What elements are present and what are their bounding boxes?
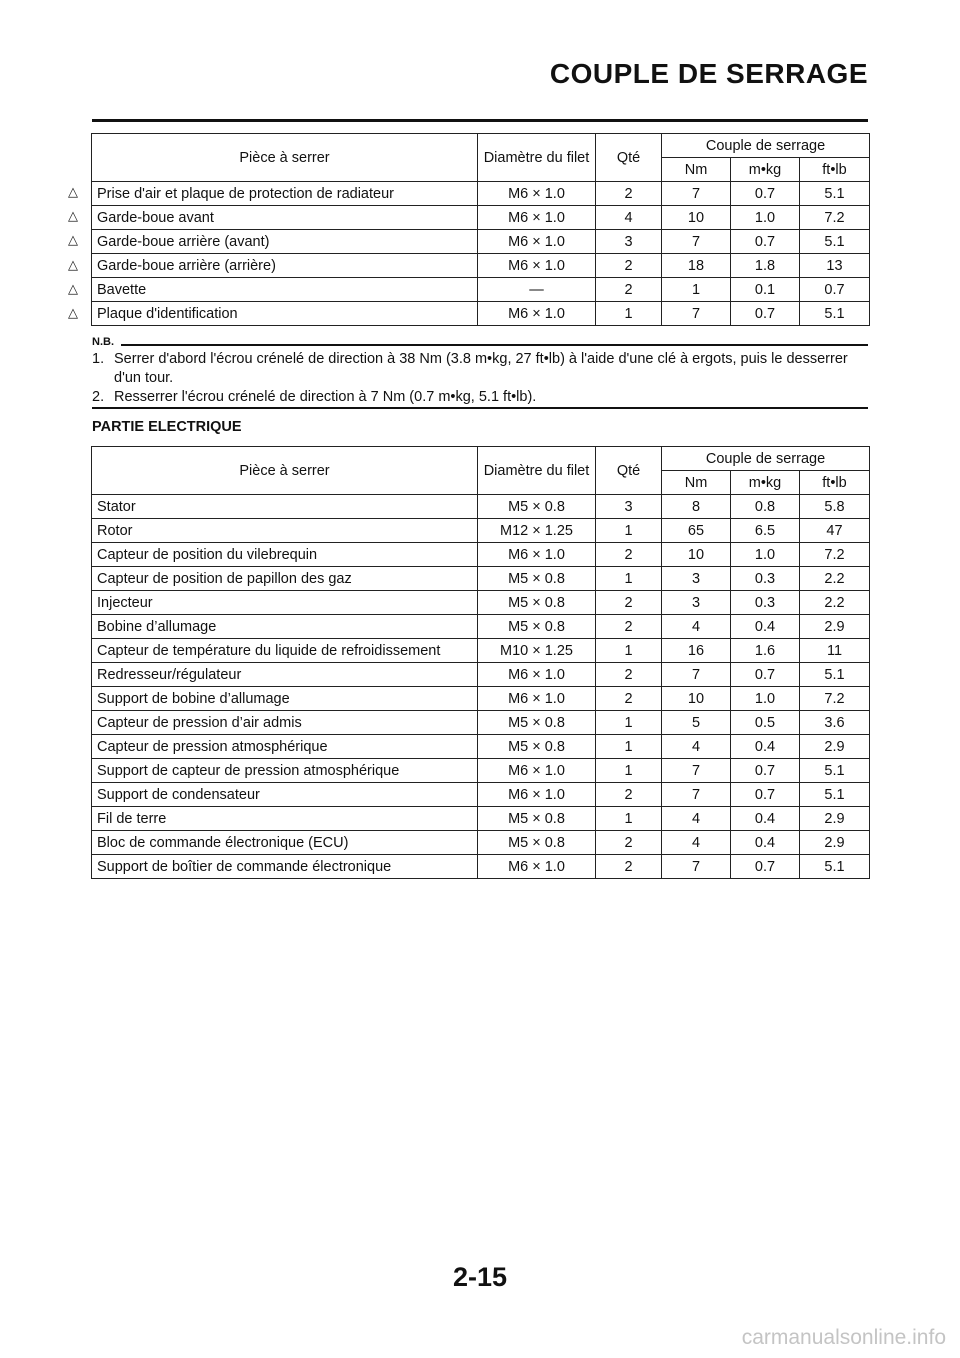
triangle-marker-icon: △ <box>68 305 78 320</box>
cell-thread: M6 × 1.0 <box>478 759 596 783</box>
cell-thread: M6 × 1.0 <box>478 687 596 711</box>
cell-part: Support de bobine d’allumage <box>92 687 478 711</box>
cell-nm: 7 <box>662 783 731 807</box>
cell-qty: 2 <box>596 278 662 302</box>
table-row <box>92 783 870 807</box>
triangle-marker-icon: △ <box>68 184 78 199</box>
table-row <box>92 639 870 663</box>
cell-thread: M5 × 0.8 <box>478 567 596 591</box>
header-mkg: m•kg <box>731 158 800 182</box>
header-mkg: m•kg <box>731 471 800 495</box>
cell-ftlb: 7.2 <box>800 206 870 230</box>
cell-ftlb: 3.6 <box>800 711 870 735</box>
cell-nm: 3 <box>662 591 731 615</box>
cell-ftlb: 5.1 <box>800 182 870 206</box>
header-nm: Nm <box>662 158 731 182</box>
cell-qty: 2 <box>596 591 662 615</box>
cell-qty: 1 <box>596 735 662 759</box>
cell-qty: 1 <box>596 519 662 543</box>
cell-qty: 1 <box>596 711 662 735</box>
cell-qty: 4 <box>596 206 662 230</box>
cell-qty: 3 <box>596 230 662 254</box>
cell-thread: M6 × 1.0 <box>478 230 596 254</box>
cell-ftlb: 5.1 <box>800 759 870 783</box>
cell-part: Capteur de position du vilebrequin <box>92 543 478 567</box>
cell-nm: 10 <box>662 543 731 567</box>
cell-ftlb: 5.1 <box>800 663 870 687</box>
cell-part: Support de condensateur <box>92 783 478 807</box>
cell-mkg: 0.5 <box>731 711 800 735</box>
note-item-number: 2. <box>92 389 105 405</box>
cell-nm: 7 <box>662 663 731 687</box>
header-part: Pièce à serrer <box>92 447 478 495</box>
table-row <box>92 230 870 254</box>
cell-part: Plaque d'identification <box>92 302 478 326</box>
header-thread: Diamètre du filet <box>478 134 596 182</box>
table-row <box>92 206 870 230</box>
cell-nm: 4 <box>662 615 731 639</box>
cell-nm: 10 <box>662 206 731 230</box>
cell-qty: 2 <box>596 855 662 879</box>
cell-ftlb: 5.1 <box>800 783 870 807</box>
cell-nm: 4 <box>662 807 731 831</box>
cell-mkg: 0.7 <box>731 230 800 254</box>
cell-qty: 2 <box>596 687 662 711</box>
cell-mkg: 0.8 <box>731 495 800 519</box>
cell-qty: 1 <box>596 759 662 783</box>
cell-mkg: 0.7 <box>731 663 800 687</box>
triangle-marker-icon: △ <box>68 208 78 224</box>
cell-mkg: 0.3 <box>731 567 800 591</box>
table-row <box>92 278 870 302</box>
cell-part: Garde-boue avant <box>92 206 478 230</box>
cell-nm: 18 <box>662 254 731 278</box>
cell-qty: 2 <box>596 783 662 807</box>
table-row <box>92 663 870 687</box>
cell-nm: 7 <box>662 759 731 783</box>
cell-ftlb: 13 <box>800 254 870 278</box>
cell-mkg: 0.4 <box>731 831 800 855</box>
cell-part: Bloc de commande électronique (ECU) <box>92 831 478 855</box>
cell-ftlb: 11 <box>800 639 870 663</box>
watermark: carmanualsonline.info <box>741 1326 946 1349</box>
note-item-number: 1. <box>92 351 105 367</box>
note-list <box>92 350 868 407</box>
cell-part: Bobine d’allumage <box>92 615 478 639</box>
cell-ftlb: 7.2 <box>800 543 870 567</box>
cell-mkg: 0.4 <box>731 807 800 831</box>
cell-part: Support de capteur de pression atmosphérique <box>92 759 478 783</box>
table-row <box>92 495 870 519</box>
cell-thread: M6 × 1.0 <box>478 302 596 326</box>
table-row <box>92 591 870 615</box>
cell-part: Redresseur/régulateur <box>92 663 478 687</box>
cell-part: Prise d'air et plaque de protection de radiateur <box>92 182 478 206</box>
cell-part: Rotor <box>92 519 478 543</box>
cell-ftlb: 5.1 <box>800 302 870 326</box>
cell-qty: 2 <box>596 615 662 639</box>
cell-nm: 16 <box>662 639 731 663</box>
table-row <box>92 182 870 206</box>
cell-part: Stator <box>92 495 478 519</box>
cell-ftlb: 0.7 <box>800 278 870 302</box>
triangle-marker-icon: △ <box>68 232 78 248</box>
cell-thread: M6 × 1.0 <box>478 254 596 278</box>
note-item <box>92 350 868 388</box>
note-label: N.B. <box>92 336 114 348</box>
cell-nm: 8 <box>662 495 731 519</box>
cell-ftlb: 5.8 <box>800 495 870 519</box>
cell-thread: M6 × 1.0 <box>478 182 596 206</box>
cell-thread: M6 × 1.0 <box>478 855 596 879</box>
cell-nm: 5 <box>662 711 731 735</box>
table-row <box>92 254 870 278</box>
triangle-marker-icon: △ <box>68 256 78 272</box>
table-row <box>92 711 870 735</box>
cell-nm: 7 <box>662 302 731 326</box>
header-qty: Qté <box>596 447 662 495</box>
cell-qty: 1 <box>596 639 662 663</box>
header-torque: Couple de serrage <box>662 134 870 158</box>
cell-qty: 3 <box>596 495 662 519</box>
cell-part: Fil de terre <box>92 807 478 831</box>
cell-mkg: 1.0 <box>731 206 800 230</box>
header-nm: Nm <box>662 471 731 495</box>
cell-nm: 4 <box>662 735 731 759</box>
page-title: COUPLE DE SERRAGE <box>549 58 868 89</box>
cell-thread: M5 × 0.8 <box>478 735 596 759</box>
cell-ftlb: 2.2 <box>800 591 870 615</box>
cell-qty: 2 <box>596 663 662 687</box>
table-row <box>92 831 870 855</box>
cell-nm: 4 <box>662 831 731 855</box>
cell-part: Capteur de pression atmosphérique <box>92 735 478 759</box>
note-item <box>92 388 868 407</box>
cell-mkg: 0.7 <box>731 759 800 783</box>
cell-mkg: 0.1 <box>731 278 800 302</box>
header-thread: Diamètre du filet <box>478 447 596 495</box>
cell-ftlb: 5.1 <box>800 230 870 254</box>
cell-mkg: 1.8 <box>731 254 800 278</box>
cell-nm: 7 <box>662 182 731 206</box>
cell-mkg: 6.5 <box>731 519 800 543</box>
cell-thread: M5 × 0.8 <box>478 495 596 519</box>
table-row <box>92 687 870 711</box>
cell-ftlb: 5.1 <box>800 855 870 879</box>
cell-part: Capteur de température du liquide de refroidissement <box>92 639 478 663</box>
table-row <box>92 855 870 879</box>
cell-thread: M6 × 1.0 <box>478 663 596 687</box>
note-end-rule <box>92 407 868 409</box>
cell-thread: M5 × 0.8 <box>478 711 596 735</box>
cell-ftlb: 2.9 <box>800 735 870 759</box>
chassis-torque-table <box>91 133 870 326</box>
cell-ftlb: 2.9 <box>800 831 870 855</box>
cell-thread: M5 × 0.8 <box>478 615 596 639</box>
cell-thread: M10 × 1.25 <box>478 639 596 663</box>
cell-mkg: 1.0 <box>731 687 800 711</box>
cell-qty: 1 <box>596 807 662 831</box>
header-torque: Couple de serrage <box>662 447 870 471</box>
header-part: Pièce à serrer <box>92 134 478 182</box>
table-row <box>92 735 870 759</box>
cell-ftlb: 2.9 <box>800 615 870 639</box>
cell-thread: M6 × 1.0 <box>478 206 596 230</box>
cell-qty: 2 <box>596 254 662 278</box>
cell-mkg: 0.4 <box>731 735 800 759</box>
cell-part: Injecteur <box>92 591 478 615</box>
cell-mkg: 0.7 <box>731 302 800 326</box>
cell-mkg: 0.4 <box>731 615 800 639</box>
cell-qty: 2 <box>596 543 662 567</box>
cell-qty: 2 <box>596 831 662 855</box>
table-row <box>92 519 870 543</box>
header-qty: Qté <box>596 134 662 182</box>
table-row <box>92 759 870 783</box>
cell-part: Capteur de position de papillon des gaz <box>92 567 478 591</box>
cell-part: Capteur de pression d’air admis <box>92 711 478 735</box>
cell-nm: 10 <box>662 687 731 711</box>
cell-part: Support de boîtier de commande électronique <box>92 855 478 879</box>
triangle-marker-icon: △ <box>68 280 78 296</box>
cell-nm: 1 <box>662 278 731 302</box>
cell-thread: M5 × 0.8 <box>478 807 596 831</box>
cell-mkg: 1.0 <box>731 543 800 567</box>
cell-qty: 1 <box>596 567 662 591</box>
cell-nm: 7 <box>662 855 731 879</box>
cell-mkg: 0.7 <box>731 182 800 206</box>
cell-mkg: 0.3 <box>731 591 800 615</box>
cell-mkg: 0.7 <box>731 783 800 807</box>
cell-part: Garde-boue arrière (avant) <box>92 230 478 254</box>
table-row <box>92 807 870 831</box>
cell-part: Garde-boue arrière (arrière) <box>92 254 478 278</box>
cell-nm: 3 <box>662 567 731 591</box>
table-row <box>92 302 870 326</box>
cell-ftlb: 7.2 <box>800 687 870 711</box>
title-rule <box>92 119 868 122</box>
page-number: 2-15 <box>452 1262 508 1292</box>
table-row <box>92 615 870 639</box>
cell-ftlb: 47 <box>800 519 870 543</box>
cell-qty: 2 <box>596 182 662 206</box>
table-row <box>92 567 870 591</box>
cell-thread: M5 × 0.8 <box>478 831 596 855</box>
note-item-text: Resserrer l'écrou crénelé de direction à 7 Nm (0.7 m•kg, 5.1 ft•lb). <box>114 389 537 405</box>
cell-thread: M6 × 1.0 <box>478 543 596 567</box>
header-ftlb: ft•lb <box>800 158 870 182</box>
header-ftlb: ft•lb <box>800 471 870 495</box>
cell-thread: M6 × 1.0 <box>478 783 596 807</box>
cell-thread: — <box>478 278 596 302</box>
cell-mkg: 1.6 <box>731 639 800 663</box>
electrical-torque-table <box>91 446 870 879</box>
note-item-text: Serrer d'abord l'écrou crénelé de direction à 38 Nm (3.8 m•kg, 27 ft•lb) à l'aide d'une clé à ergots, puis le desserrer d'un tour. <box>114 351 848 386</box>
note-rule <box>121 344 868 346</box>
cell-ftlb: 2.9 <box>800 807 870 831</box>
section-heading: PARTIE ELECTRIQUE <box>92 419 242 435</box>
cell-nm: 7 <box>662 230 731 254</box>
table-row <box>92 543 870 567</box>
cell-thread: M12 × 1.25 <box>478 519 596 543</box>
cell-ftlb: 2.2 <box>800 567 870 591</box>
cell-mkg: 0.7 <box>731 855 800 879</box>
cell-thread: M5 × 0.8 <box>478 591 596 615</box>
cell-part: Bavette <box>92 278 478 302</box>
cell-nm: 65 <box>662 519 731 543</box>
cell-qty: 1 <box>596 302 662 326</box>
